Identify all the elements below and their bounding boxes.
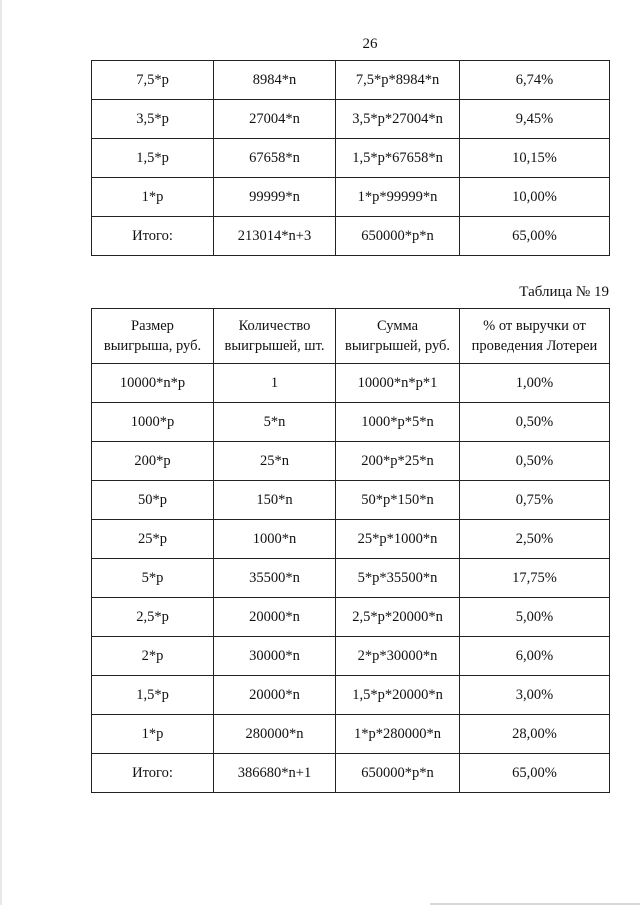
table-row bbox=[92, 139, 610, 178]
continued-prize-table-body bbox=[92, 61, 610, 256]
prize-table-19 bbox=[91, 308, 610, 793]
table-cell: 65,00% bbox=[460, 217, 610, 256]
table-cell: 10000*n*р bbox=[92, 364, 214, 403]
table-cell: 1*р bbox=[92, 715, 214, 754]
table-cell: 5*n bbox=[214, 403, 336, 442]
table-cell: 1,5*р bbox=[92, 676, 214, 715]
table-cell: 25*р bbox=[92, 520, 214, 559]
table-cell: 2,50% bbox=[460, 520, 610, 559]
table-cell: 213014*n+3 bbox=[214, 217, 336, 256]
table-cell: 20000*n bbox=[214, 676, 336, 715]
table-cell: 27004*n bbox=[214, 100, 336, 139]
table-cell: 1000*n bbox=[214, 520, 336, 559]
header-line: выигрышей, шт. bbox=[224, 338, 325, 354]
table-cell: 150*n bbox=[214, 481, 336, 520]
table-row bbox=[92, 178, 610, 217]
table-row bbox=[92, 364, 610, 403]
table-cell: 17,75% bbox=[460, 559, 610, 598]
header-prize-size bbox=[92, 309, 214, 364]
table-cell: 5*р bbox=[92, 559, 214, 598]
table-cell: 0,50% bbox=[460, 442, 610, 481]
table-row bbox=[92, 481, 610, 520]
table-row bbox=[92, 100, 610, 139]
table-total-row bbox=[92, 217, 610, 256]
table-cell: 99999*n bbox=[214, 178, 336, 217]
table-cell: 1*р*280000*n bbox=[336, 715, 460, 754]
table-cell: 280000*n bbox=[214, 715, 336, 754]
header-line: проведения Лотереи bbox=[471, 338, 598, 354]
table-cell: Итого: bbox=[92, 217, 214, 256]
header-line: Сумма bbox=[376, 318, 419, 334]
table-cell: 650000*р*n bbox=[336, 754, 460, 793]
table-cell: 25*р*1000*n bbox=[336, 520, 460, 559]
table-cell: 1*р bbox=[92, 178, 214, 217]
table-cell: 8984*n bbox=[214, 61, 336, 100]
table-cell: 2*р*30000*n bbox=[336, 637, 460, 676]
header-line: % от выручки от bbox=[483, 318, 586, 334]
table-cell: 650000*р*n bbox=[336, 217, 460, 256]
table-row bbox=[92, 637, 610, 676]
table-cell: 1,5*р*20000*n bbox=[336, 676, 460, 715]
table-cell: 1,5*р bbox=[92, 139, 214, 178]
table-cell: 9,45% bbox=[460, 100, 610, 139]
table-cell: 6,00% bbox=[460, 637, 610, 676]
scan-left-edge bbox=[0, 0, 2, 905]
header-line: Размер bbox=[131, 318, 174, 334]
continued-prize-table bbox=[91, 60, 610, 256]
header-revenue-percent bbox=[460, 309, 610, 364]
table-cell: 5*р*35500*n bbox=[336, 559, 460, 598]
table-row bbox=[92, 442, 610, 481]
table-row bbox=[92, 520, 610, 559]
table-cell: 10000*n*р*1 bbox=[336, 364, 460, 403]
table-cell: 6,74% bbox=[460, 61, 610, 100]
header-line: Количество bbox=[238, 318, 311, 334]
table-cell: 50*р bbox=[92, 481, 214, 520]
table-cell: 2*р bbox=[92, 637, 214, 676]
header-prize-sum bbox=[336, 309, 460, 364]
table-cell: 200*р*25*n bbox=[336, 442, 460, 481]
header-prize-count bbox=[214, 309, 336, 364]
table-cell: 7,5*р*8984*n bbox=[336, 61, 460, 100]
table-cell: 25*n bbox=[214, 442, 336, 481]
table-cell: 50*р*150*n bbox=[336, 481, 460, 520]
table-cell: 3,5*р*27004*n bbox=[336, 100, 460, 139]
table-row bbox=[92, 61, 610, 100]
table-cell: 386680*n+1 bbox=[214, 754, 336, 793]
table-total-row bbox=[92, 754, 610, 793]
table-19-header-row bbox=[92, 309, 610, 364]
page-number: 26 bbox=[362, 36, 378, 52]
table-cell: 3,5*р bbox=[92, 100, 214, 139]
table-cell: 2,5*р*20000*n bbox=[336, 598, 460, 637]
table-cell: 5,00% bbox=[460, 598, 610, 637]
table-row bbox=[92, 676, 610, 715]
table-cell: 30000*n bbox=[214, 637, 336, 676]
table-row bbox=[92, 403, 610, 442]
table-row bbox=[92, 559, 610, 598]
table-cell: 20000*n bbox=[214, 598, 336, 637]
table-cell: 1 bbox=[214, 364, 336, 403]
table-cell: Итого: bbox=[92, 754, 214, 793]
table-cell: 28,00% bbox=[460, 715, 610, 754]
table-cell: 10,15% bbox=[460, 139, 610, 178]
table-cell: 0,75% bbox=[460, 481, 610, 520]
table-cell: 67658*n bbox=[214, 139, 336, 178]
header-line: выигрышей, руб. bbox=[344, 338, 451, 354]
table-cell: 2,5*р bbox=[92, 598, 214, 637]
table-cell: 1000*р bbox=[92, 403, 214, 442]
table-cell: 0,50% bbox=[460, 403, 610, 442]
table-cell: 200*р bbox=[92, 442, 214, 481]
table-cell: 3,00% bbox=[460, 676, 610, 715]
table-row bbox=[92, 598, 610, 637]
table-cell: 65,00% bbox=[460, 754, 610, 793]
table-19-caption: Таблица № 19 bbox=[519, 284, 609, 300]
table-cell: 1,00% bbox=[460, 364, 610, 403]
prize-table-19-body bbox=[92, 364, 610, 793]
table-cell: 7,5*р bbox=[92, 61, 214, 100]
table-cell: 1,5*р*67658*n bbox=[336, 139, 460, 178]
table-cell: 1*р*99999*n bbox=[336, 178, 460, 217]
table-cell: 1000*р*5*n bbox=[336, 403, 460, 442]
table-cell: 10,00% bbox=[460, 178, 610, 217]
table-row bbox=[92, 715, 610, 754]
header-line: выигрыша, руб. bbox=[103, 338, 202, 354]
table-cell: 35500*n bbox=[214, 559, 336, 598]
